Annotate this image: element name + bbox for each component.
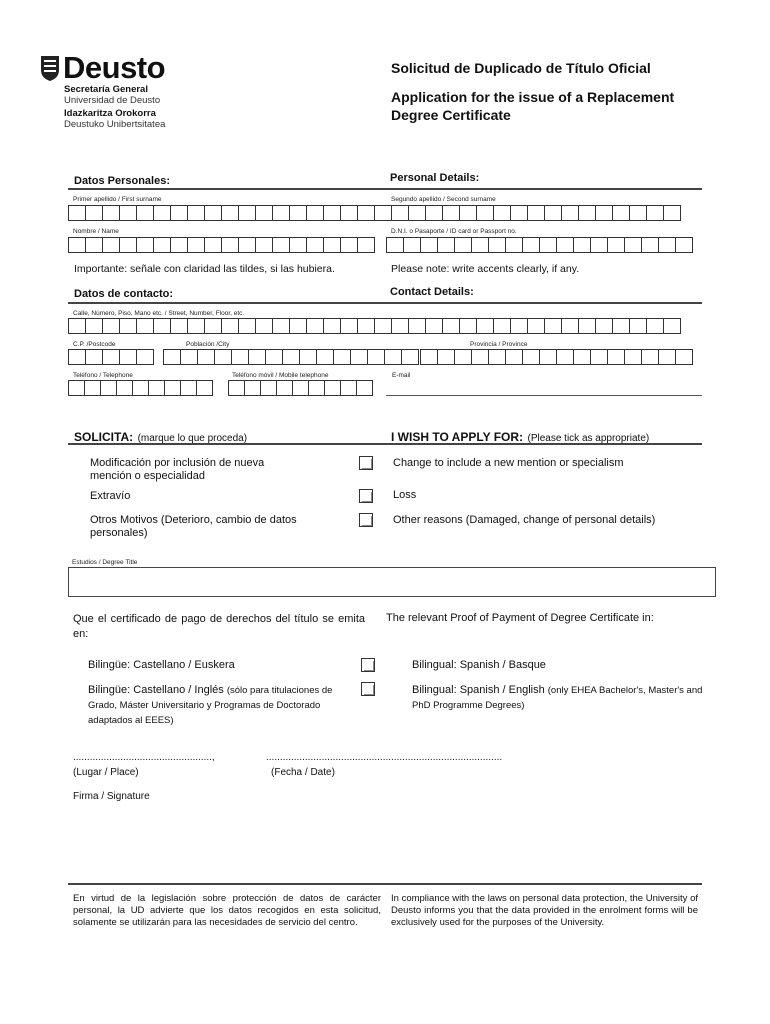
option-other-checkbox[interactable] (359, 513, 373, 527)
char-box[interactable] (341, 205, 358, 221)
char-box[interactable] (591, 349, 608, 365)
studies-label: Estudios / Degree Title (72, 559, 138, 566)
char-box[interactable] (574, 237, 591, 253)
char-box[interactable] (261, 380, 277, 396)
char-box[interactable] (443, 318, 460, 334)
char-box[interactable] (154, 205, 171, 221)
char-box[interactable] (68, 318, 86, 334)
char-box[interactable] (426, 318, 443, 334)
char-box[interactable] (375, 205, 392, 221)
date-dots[interactable]: ..................................................................................... (266, 752, 503, 763)
char-box[interactable] (579, 318, 596, 334)
char-box[interactable] (421, 237, 438, 253)
char-box[interactable] (256, 205, 273, 221)
option-en-text: Loss (393, 489, 417, 501)
email-label: E-mail (392, 372, 411, 379)
apply-note-es: (marque lo que proceda) (137, 433, 248, 444)
char-box[interactable] (239, 237, 256, 253)
street-boxes[interactable] (68, 318, 681, 334)
char-box[interactable] (477, 318, 494, 334)
char-box[interactable] (163, 349, 181, 365)
char-box[interactable] (659, 237, 676, 253)
char-box[interactable] (574, 349, 591, 365)
char-box[interactable] (489, 237, 506, 253)
char-box[interactable] (188, 318, 205, 334)
char-box[interactable] (307, 205, 324, 221)
char-box[interactable] (300, 349, 317, 365)
char-box[interactable] (392, 205, 409, 221)
divider (68, 302, 702, 304)
char-box[interactable] (562, 205, 579, 221)
place-label: (Lugar / Place) (73, 767, 139, 778)
char-box[interactable] (386, 237, 404, 253)
char-box[interactable] (228, 380, 245, 396)
char-box[interactable] (120, 318, 137, 334)
province-boxes[interactable] (420, 349, 693, 365)
name-boxes[interactable] (68, 237, 375, 253)
char-box[interactable] (154, 237, 171, 253)
char-box[interactable] (358, 237, 375, 253)
char-box[interactable] (596, 318, 613, 334)
char-box[interactable] (545, 318, 562, 334)
char-box[interactable] (197, 380, 213, 396)
char-box[interactable] (460, 318, 477, 334)
char-box[interactable] (341, 380, 357, 396)
char-box[interactable] (642, 349, 659, 365)
option-new-mention-checkbox[interactable] (359, 456, 373, 470)
char-box[interactable] (133, 380, 149, 396)
char-box[interactable] (443, 205, 460, 221)
province-label: Provincia / Province (470, 341, 528, 348)
postcode-label: C.P. /Postcode (73, 341, 116, 348)
char-box[interactable] (68, 380, 85, 396)
char-box[interactable] (101, 380, 117, 396)
char-box[interactable] (68, 237, 86, 253)
char-box[interactable] (120, 349, 137, 365)
char-box[interactable] (664, 318, 681, 334)
char-box[interactable] (154, 318, 171, 334)
char-box[interactable] (188, 237, 205, 253)
char-box[interactable] (351, 349, 368, 365)
char-box[interactable] (368, 349, 385, 365)
char-box[interactable] (325, 380, 341, 396)
city-label: Población /City (186, 341, 230, 348)
char-box[interactable] (579, 205, 596, 221)
char-box[interactable] (494, 205, 511, 221)
char-box[interactable] (86, 349, 103, 365)
payment-opt2-en: Bilingual: Spanish / English (412, 684, 545, 696)
char-box[interactable] (317, 349, 334, 365)
char-box[interactable] (249, 349, 266, 365)
char-box[interactable] (647, 318, 664, 334)
char-box[interactable] (489, 349, 506, 365)
char-box[interactable] (283, 349, 300, 365)
second-surname-label: Segundo apellido / Second surname (391, 196, 496, 203)
city-boxes[interactable] (163, 349, 419, 365)
apply-heading-es: SOLICITA: (74, 430, 134, 444)
footer-en: In compliance with the laws on personal data protection, the University of Deusto informs you that the data provided in the enrolment forms will be exclusively used for the purposes of the University. (391, 893, 698, 928)
char-box[interactable] (273, 205, 290, 221)
mobile-label: Teléfono móvil / Mobile telephone (232, 372, 329, 379)
divider (68, 188, 702, 190)
payment-opt2-es-block (88, 683, 350, 728)
char-box[interactable] (120, 237, 137, 253)
contact-heading-en: Contact Details: (390, 286, 474, 298)
char-box[interactable] (171, 205, 188, 221)
first-surname-label: Primer apellido / First surname (73, 196, 162, 203)
char-box[interactable] (341, 237, 358, 253)
char-box[interactable] (117, 380, 133, 396)
char-box[interactable] (358, 205, 375, 221)
apply-heading-en: I WISH TO APPLY FOR: (391, 430, 524, 444)
char-box[interactable] (545, 205, 562, 221)
char-box[interactable] (630, 205, 647, 221)
postcode-boxes[interactable] (68, 349, 154, 365)
char-box[interactable] (324, 318, 341, 334)
char-box[interactable] (540, 237, 557, 253)
char-box[interactable] (625, 349, 642, 365)
note-en: Please note: write accents clearly, if any. (391, 263, 580, 275)
char-box[interactable] (506, 349, 523, 365)
payment-opt2-es-note: (sólo para titulaciones de Grado, Máster Universitario y Programas de Doctorado adaptados al EEES) (88, 685, 333, 726)
divider (68, 443, 702, 445)
id-boxes[interactable] (386, 237, 693, 253)
char-box[interactable] (239, 205, 256, 221)
option-en-text: Other reasons (Damaged, change of personal details) (393, 514, 656, 526)
char-box[interactable] (222, 318, 239, 334)
title-es: Solicitud de Duplicado de Título Oficial (391, 60, 651, 76)
char-box[interactable] (181, 349, 198, 365)
char-box[interactable] (137, 349, 154, 365)
char-box[interactable] (324, 237, 341, 253)
char-box[interactable] (404, 237, 421, 253)
char-box[interactable] (290, 205, 307, 221)
char-box[interactable] (438, 349, 455, 365)
char-box[interactable] (528, 318, 545, 334)
personal-heading-es: Datos Personales: (74, 175, 170, 187)
issuer-block (64, 84, 165, 130)
char-box[interactable] (385, 349, 402, 365)
char-box[interactable] (120, 205, 137, 221)
char-box[interactable] (420, 349, 438, 365)
logo-wordmark: Deusto (63, 50, 166, 85)
char-box[interactable] (103, 237, 120, 253)
char-box[interactable] (676, 237, 693, 253)
payment-opt2-en-block (412, 683, 712, 713)
char-box[interactable] (642, 237, 659, 253)
contact-heading-es: Datos de contacto: (74, 288, 174, 300)
char-box[interactable] (676, 349, 693, 365)
char-box[interactable] (557, 349, 574, 365)
mobile-boxes[interactable] (228, 380, 373, 396)
char-box[interactable] (540, 349, 557, 365)
char-box[interactable] (307, 237, 324, 253)
telephone-label: Teléfono / Telephone (73, 372, 133, 379)
divider (68, 883, 702, 885)
char-box[interactable] (86, 318, 103, 334)
place-dots[interactable]: .................................................., (73, 752, 215, 763)
char-box[interactable] (659, 349, 676, 365)
char-box[interactable] (137, 205, 154, 221)
char-box[interactable] (455, 349, 472, 365)
char-box[interactable] (103, 205, 120, 221)
payment-opt1-es: Bilingüe: Castellano / Euskera (88, 659, 235, 671)
char-box[interactable] (290, 318, 307, 334)
char-box[interactable] (256, 318, 273, 334)
char-box[interactable] (205, 318, 222, 334)
signature-label: Firma / Signature (73, 791, 150, 802)
char-box[interactable] (523, 349, 540, 365)
char-box[interactable] (506, 237, 523, 253)
payment-english-checkbox[interactable] (361, 682, 375, 696)
char-box[interactable] (613, 318, 630, 334)
option-loss-checkbox[interactable] (359, 489, 373, 503)
email-line[interactable] (386, 395, 702, 396)
char-box[interactable] (273, 237, 290, 253)
char-box[interactable] (215, 349, 232, 365)
studies-field[interactable] (68, 567, 716, 597)
name-label: Nombre / Name (73, 228, 119, 235)
char-box[interactable] (608, 237, 625, 253)
char-box[interactable] (307, 318, 324, 334)
personal-heading-en: Personal Details: (390, 172, 480, 184)
char-box[interactable] (290, 237, 307, 253)
char-box[interactable] (596, 205, 613, 221)
char-box[interactable] (409, 318, 426, 334)
char-box[interactable] (266, 349, 283, 365)
char-box[interactable] (232, 349, 249, 365)
char-box[interactable] (494, 318, 511, 334)
char-box[interactable] (455, 237, 472, 253)
char-box[interactable] (222, 237, 239, 253)
char-box[interactable] (477, 205, 494, 221)
issuer-line: Idazkaritza Orokorra (64, 108, 156, 119)
char-box[interactable] (334, 349, 351, 365)
char-box[interactable] (181, 380, 197, 396)
char-box[interactable] (511, 318, 528, 334)
char-box[interactable] (222, 205, 239, 221)
char-box[interactable] (357, 380, 373, 396)
char-box[interactable] (149, 380, 165, 396)
title-en-1: Application for the issue of a Replacement (391, 89, 675, 105)
char-box[interactable] (358, 318, 375, 334)
char-box[interactable] (277, 380, 293, 396)
payment-intro-en: The relevant Proof of Payment of Degree Certificate in: (386, 612, 654, 624)
footer-es: En virtud de la legislación sobre protección de datos de carácter personal, la UD advierte que los datos recogidos en esta solicitud, solamente se utilizarán para las necesidades de servicio del centro. (73, 893, 381, 928)
char-box[interactable] (664, 205, 681, 221)
char-box[interactable] (273, 318, 290, 334)
option-en-text: Change to include a new mention or specialism (393, 457, 624, 469)
payment-opt1-en: Bilingual: Spanish / Basque (412, 659, 546, 671)
option-es-text: Modificación por inclusión de nueva mención o especialidad (90, 457, 265, 482)
char-box[interactable] (165, 380, 181, 396)
title-en-2: Degree Certificate (391, 107, 511, 123)
char-box[interactable] (613, 205, 630, 221)
char-box[interactable] (528, 205, 545, 221)
char-box[interactable] (557, 237, 574, 253)
option-es-text: Otros Motivos (Deterioro, cambio de datos personales) (90, 514, 297, 539)
char-box[interactable] (625, 237, 642, 253)
char-box[interactable] (511, 205, 528, 221)
char-box[interactable] (86, 237, 103, 253)
char-box[interactable] (472, 237, 489, 253)
char-box[interactable] (171, 237, 188, 253)
char-box[interactable] (402, 349, 419, 365)
date-label: (Fecha / Date) (271, 767, 335, 778)
apply-note-en: (Please tick as appropriate) (527, 433, 650, 444)
surname-boxes[interactable] (68, 205, 681, 221)
issuer-line: Deustuko Unibertsitatea (64, 119, 166, 130)
char-box[interactable] (341, 318, 358, 334)
char-box[interactable] (630, 318, 647, 334)
char-box[interactable] (409, 205, 426, 221)
char-box[interactable] (562, 318, 579, 334)
char-box[interactable] (137, 237, 154, 253)
char-box[interactable] (438, 237, 455, 253)
char-box[interactable] (171, 318, 188, 334)
char-box[interactable] (68, 205, 86, 221)
char-box[interactable] (198, 349, 215, 365)
telephone-boxes[interactable] (68, 380, 213, 396)
char-box[interactable] (205, 237, 222, 253)
option-es-text: Extravío (90, 490, 131, 502)
char-box[interactable] (523, 237, 540, 253)
char-box[interactable] (324, 205, 341, 221)
char-box[interactable] (460, 205, 477, 221)
payment-basque-checkbox[interactable] (361, 658, 375, 672)
char-box[interactable] (68, 349, 86, 365)
deusto-shield-icon (40, 54, 60, 82)
char-box[interactable] (309, 380, 325, 396)
payment-intro-es: Que el certificado de pago de derechos del título se emita en: (73, 613, 365, 640)
payment-opt2-es: Bilingüe: Castellano / Inglés (88, 684, 224, 696)
char-box[interactable] (375, 318, 392, 334)
char-box[interactable] (647, 205, 664, 221)
char-box[interactable] (293, 380, 309, 396)
char-box[interactable] (591, 237, 608, 253)
char-box[interactable] (245, 380, 261, 396)
char-box[interactable] (86, 205, 103, 221)
char-box[interactable] (472, 349, 489, 365)
payment-opt2-en-note: (only EHEA Bachelor's, Master's and PhD Programme Degrees) (412, 685, 703, 711)
issuer-line: Universidad de Deusto (64, 95, 161, 106)
street-label: Calle, Número, Piso, Mano etc. / Street, Number, Floor, etc. (73, 310, 245, 317)
char-box[interactable] (188, 205, 205, 221)
char-box[interactable] (137, 318, 154, 334)
char-box[interactable] (239, 318, 256, 334)
issuer-line: Secretaría General (64, 84, 148, 95)
char-box[interactable] (85, 380, 101, 396)
char-box[interactable] (103, 349, 120, 365)
char-box[interactable] (392, 318, 409, 334)
char-box[interactable] (103, 318, 120, 334)
char-box[interactable] (205, 205, 222, 221)
id-label: D.N.I. o Pasaporte / ID card or Passport no. (391, 228, 517, 235)
note-es: Importante: señale con claridad las tildes, si las hubiera. (74, 263, 335, 275)
char-box[interactable] (256, 237, 273, 253)
char-box[interactable] (608, 349, 625, 365)
char-box[interactable] (426, 205, 443, 221)
